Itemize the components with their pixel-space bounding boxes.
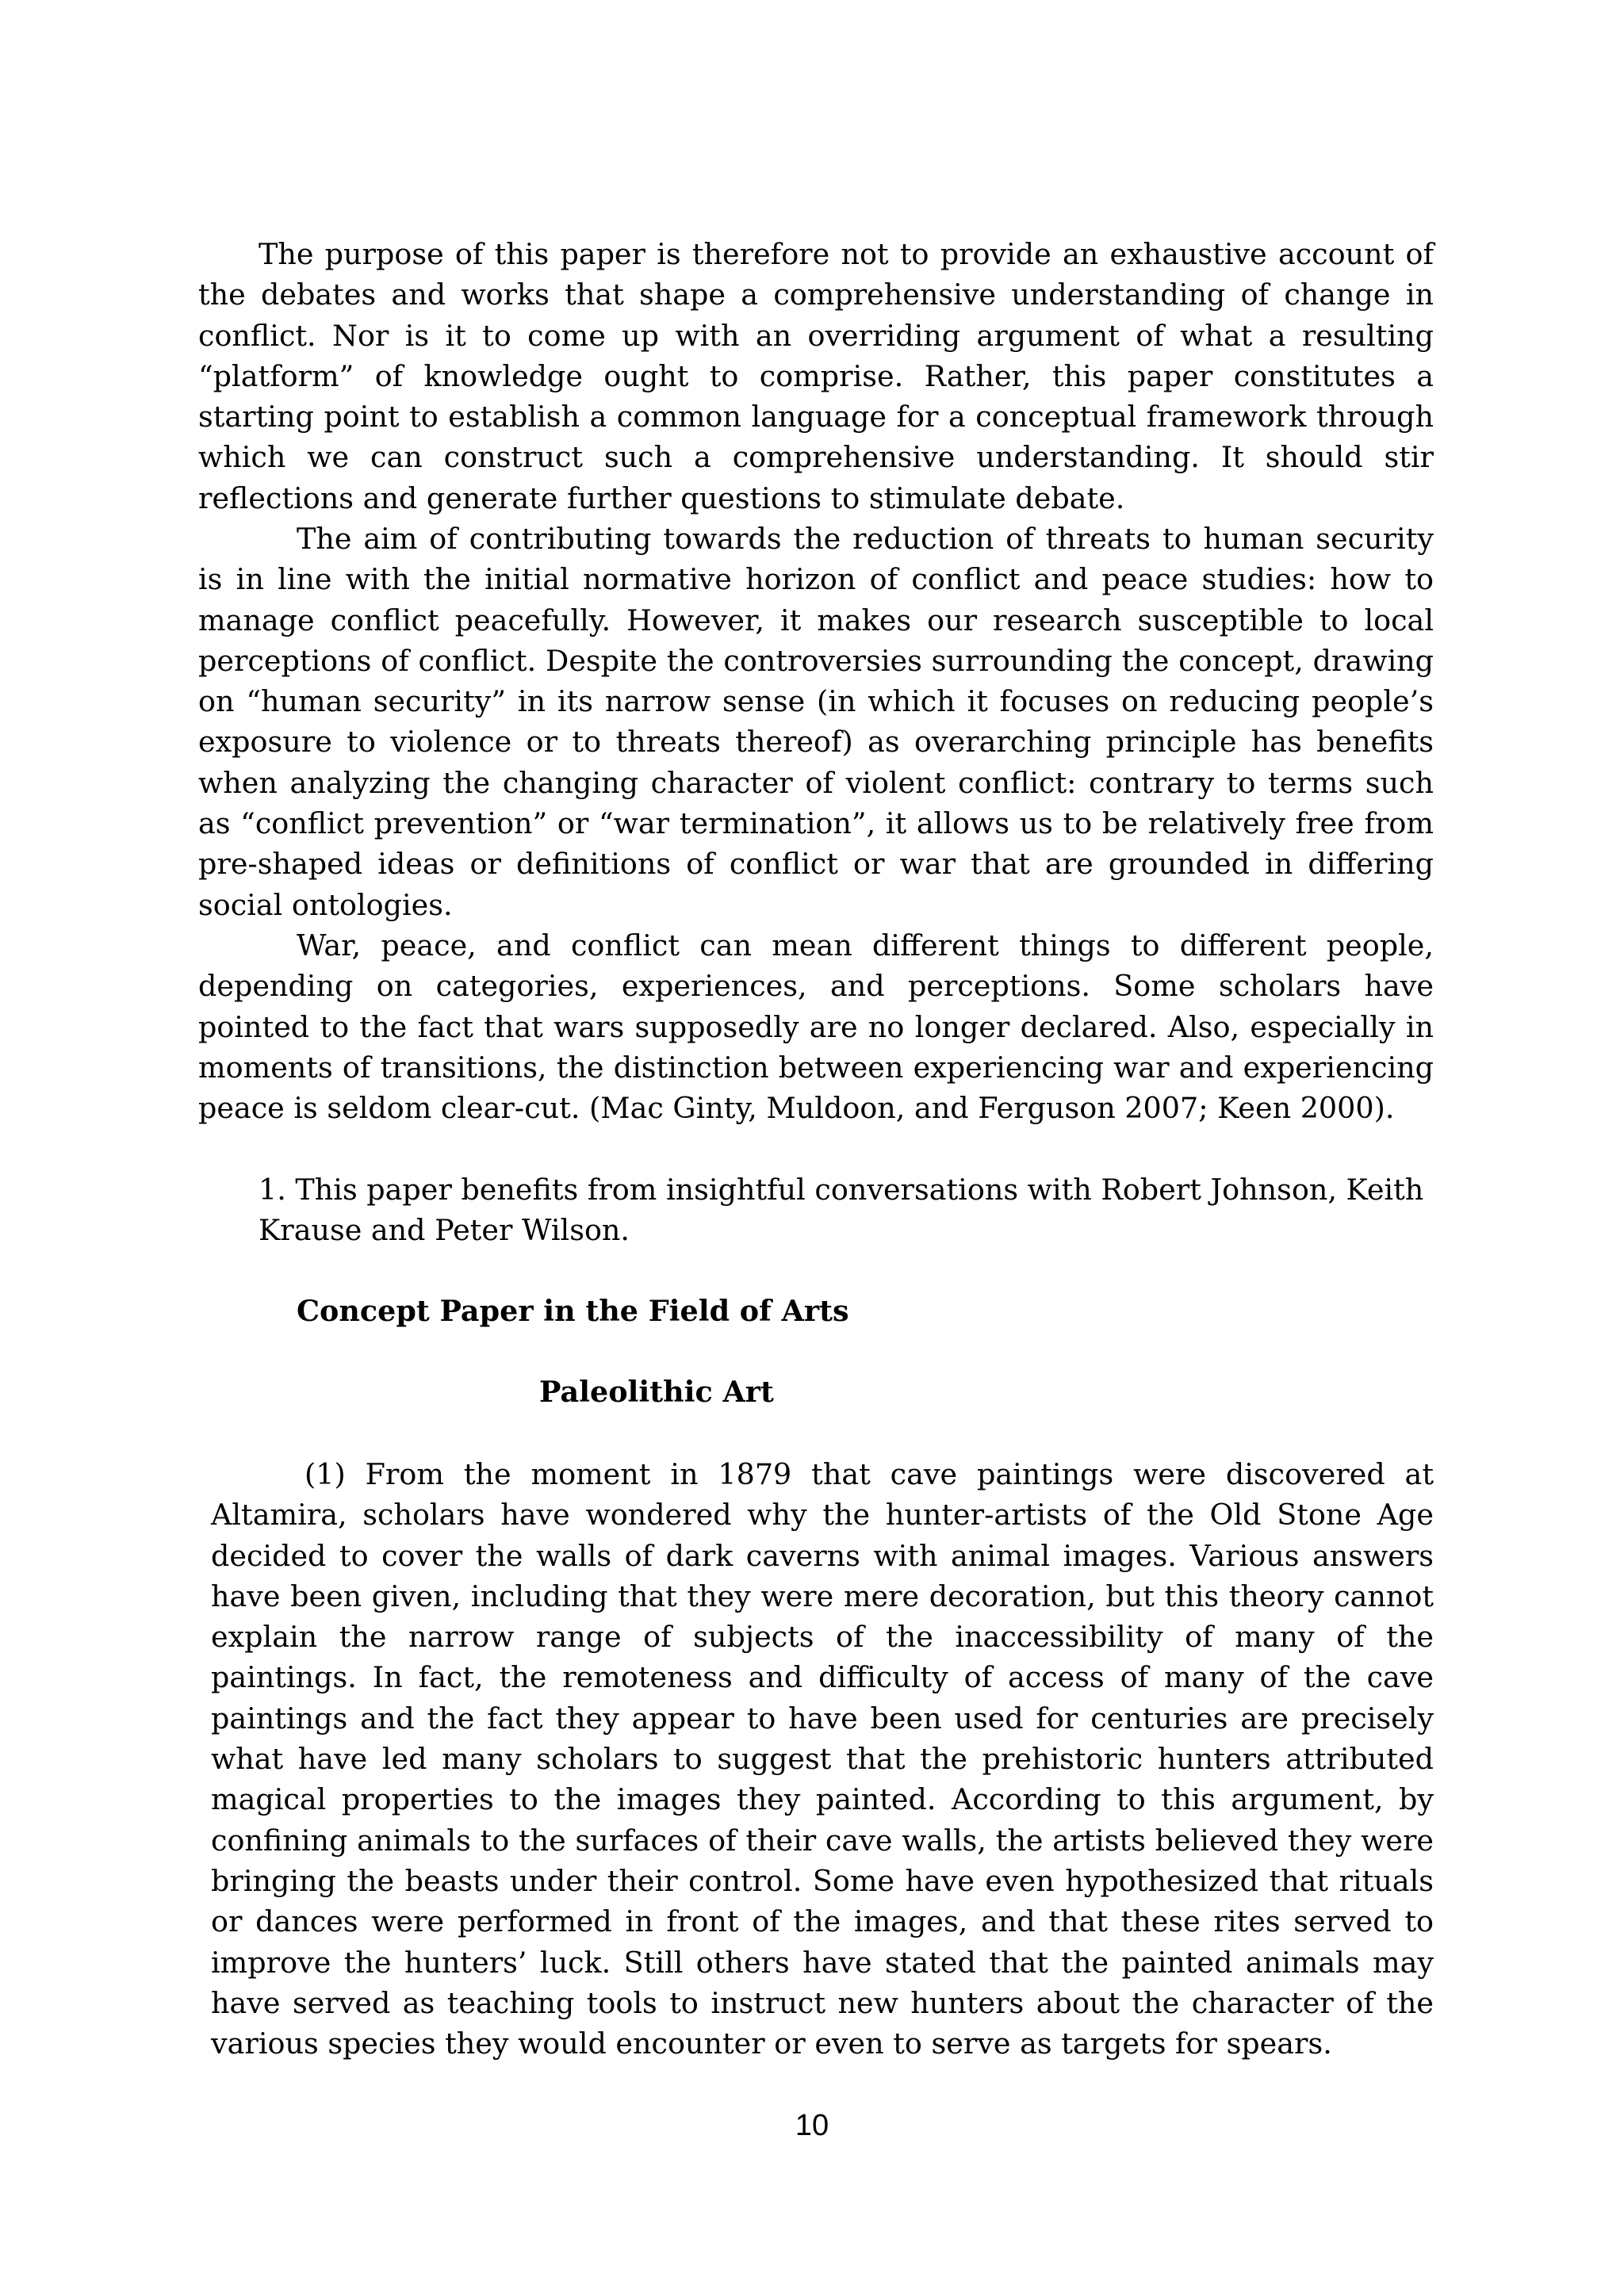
footnote: 1. This paper benefits from insightful conversations with Robert Johnson, Keith Krause and Peter Wilson. [259, 1173, 1424, 1248]
paragraph-aim: The aim of contributing towards the reduction of threats to human security is in line with the initial normative horizon of conflict and peace studies: how to manage conflict peacefully. However, it makes our research susceptible to local perceptions of conflict. Despite the controversies surrounding the concept, drawing on “human security” in its narrow sense (in which it focuses on reducing people’s exposure to violence or to threats thereof) as overarching principle has benefits when analyzing the changing character of violent conflict: contrary to terms such as “conflict prevention” or “war termination”, it allows us to be relatively free from pre-shaped ideas or definitions of conflict or war that are grounded in differing social ontologies. [198, 522, 1434, 922]
paragraph-paleolithic: (1) From the moment in 1879 that cave paintings were discovered at Altamira, scholars have wondered why the hunter-artists of the Old Stone Age decided to cover the walls of dark caverns with animal images. Various answers have been given, including that they were mere decoration, but this theory cannot explain the narrow range of subjects of the inaccessibility of many of the paintings. In fact, the remoteness and difficulty of access of many of the cave paintings and the fact they appear to have been used for centuries are precisely what have led many scholars to suggest that the prehistoric hunters attributed magical properties to the images they painted. According to this argument, by confining animals to the surfaces of their cave walls, the artists believed they were bringing the beasts under their control. Some have even hypothesized that rituals or dances were performed in front of the images, and that these rites served to improve the hunters’ luck. Still others have stated that the painted animals may have served as teaching tools to instruct new hunters about the character of the various species they would encounter or even to serve as targets for spears. [211, 1457, 1434, 2061]
paragraph-purpose: The purpose of this paper is therefore not to provide an exhaustive account of the debates and works that shape a comprehensive understanding of change in conflict. Nor is it to come up with an overriding argument of what a resulting “platform” of knowledge ought to comprise. Rather, this paper constitutes a starting point to establish a common language for a conceptual framework through which we can construct such a comprehensive understanding. It should stir reflections and generate further questions to stimulate debate. [198, 237, 1434, 515]
page-number: 10 [795, 2109, 829, 2142]
paragraph-war-peace: War, peace, and conflict can mean different things to different people, depending on categories, experiences, and perceptions. Some scholars have pointed to the fact that wars supposedly are no longer declared. Also, especially in moments of transitions, the distinction between experiencing war and experiencing peace is seldom clear-cut. (Mac Ginty, Muldoon, and Ferguson 2007; Keen 2000). [198, 928, 1434, 1126]
section-heading-concept-paper: Concept Paper in the Field of Arts [297, 1294, 849, 1328]
section-heading-paleolithic-art [198, 1372, 1434, 1412]
paleolithic-art-title: Paleolithic Art [539, 1375, 774, 1409]
